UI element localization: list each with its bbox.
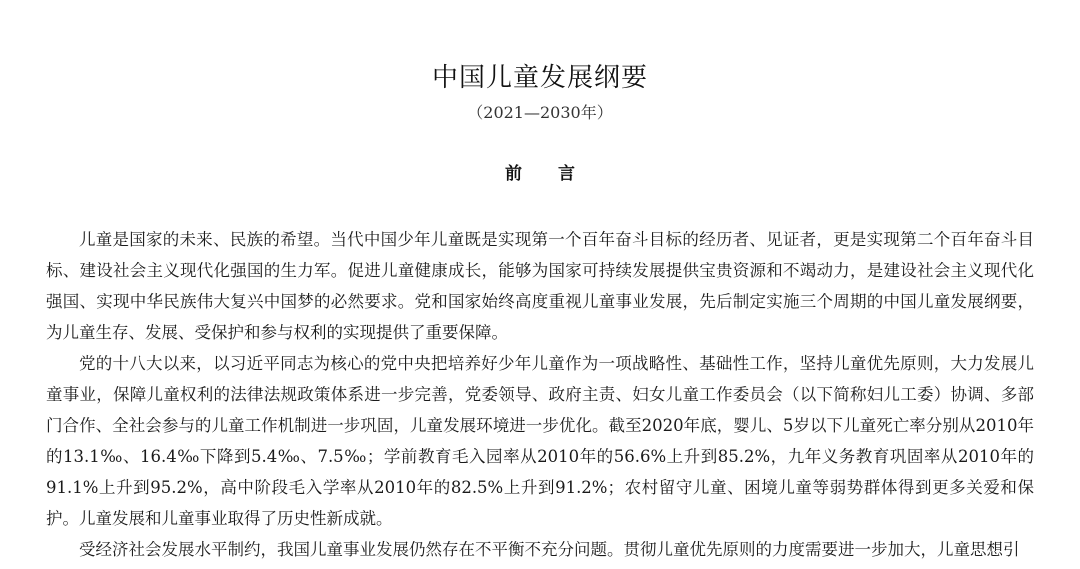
paragraph: 受经济社会发展水平制约，我国儿童事业发展仍然存在不平衡不充分问题。贯彻儿童优先原则的力度需要进一步加大，儿童思想引 <box>79 540 1020 559</box>
paragraph: 党的十八大以来，以习近平同志为核心的党中央把培养好少年儿童作为一项战略性、基础性工作，坚持儿童优先原则，大力发展儿童事业，保障儿童权利的法律法规政策体系进一步完善，党委领导、政府主责、妇女儿童工作委员会（以下简称妇儿工委）协调、多部门合作、全社会参与的儿童工作机制进一步巩固，儿童发展环境进一步优化。截至2020年底，婴儿、5岁以下儿童死亡率分别从2010年的13.1‰、16.4‰下降到5.4‰、7.5‰；学前教育毛入园率从2010年的56.6%上升到85.2%，九年义务教育巩固率从2010年的91.1%上升到95.2%，高中阶段毛入学率从2010年的82.5%上升到91.2%；农村留守儿童、困境儿童等弱势群体得到更多关爱和保护。儿童发展和儿童事业取得了历史性新成就。 <box>46 354 1034 528</box>
paragraph: 儿童是国家的未来、民族的希望。当代中国少年儿童既是实现第一个百年奋斗目标的经历者、见证者，更是实现第二个百年奋斗目标、建设社会主义现代化强国的生力军。促进儿童健康成长，能够为国家可持续发展提供宝贵资源和不竭动力，是建设社会主义现代化强国、实现中华民族伟大复兴中国梦的必然要求。党和国家始终高度重视儿童事业发展，先后制定实施三个周期的中国儿童发展纲要，为儿童生存、发展、受保护和参与权利的实现提供了重要保障。 <box>46 230 1034 342</box>
document-body <box>46 224 1034 565</box>
section-heading-preface <box>0 161 1080 187</box>
section-heading-char: 前 <box>505 164 522 184</box>
section-heading-char: 言 <box>558 164 575 184</box>
document-title: 中国儿童发展纲要 <box>431 63 648 93</box>
document-subtitle: （2021—2030年） <box>467 103 613 122</box>
